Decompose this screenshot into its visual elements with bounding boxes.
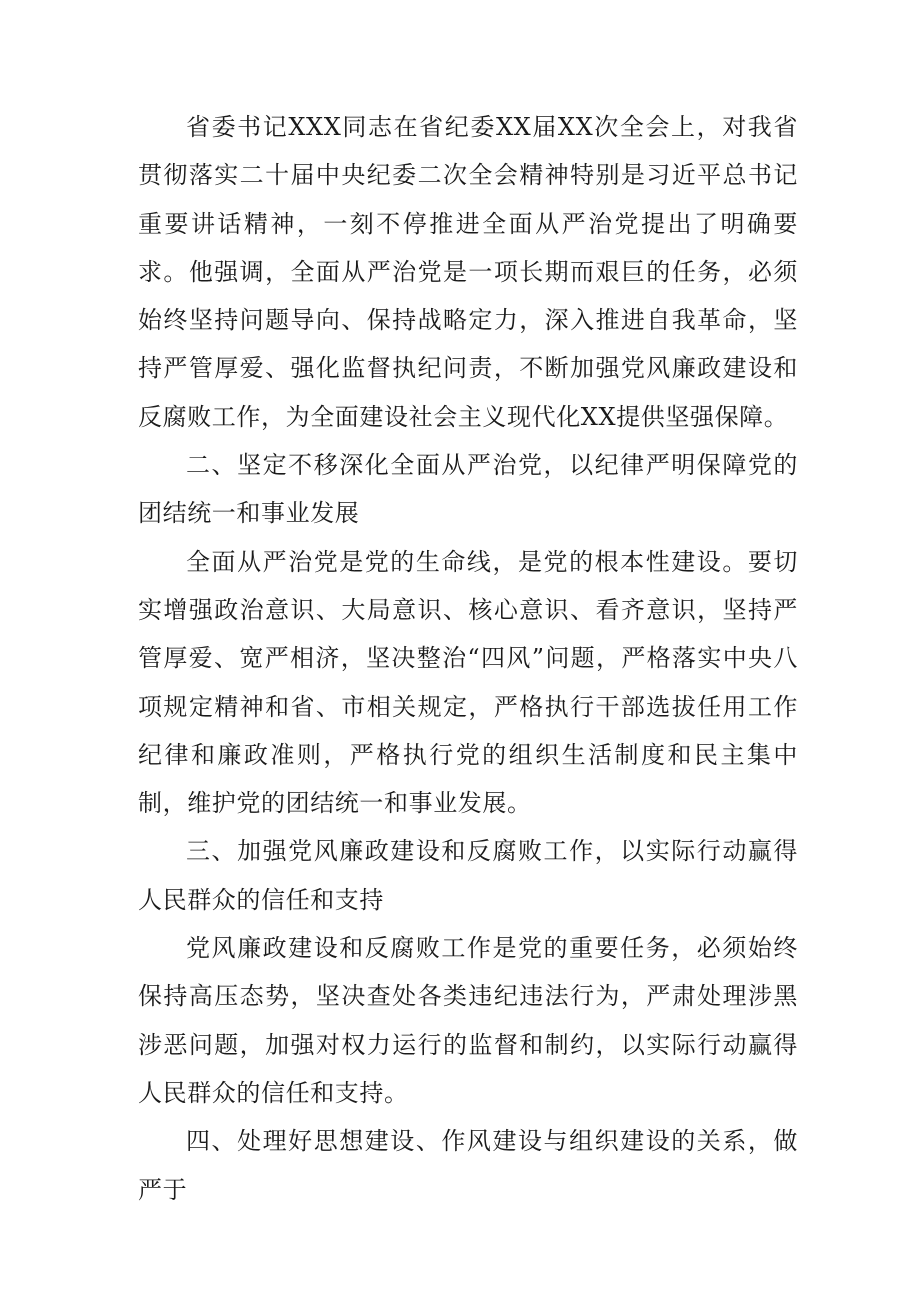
paragraph-intro: 省委书记XXX同志在省纪委XX届XX次全会上，对我省贯彻落实二十届中央纪委二次全会精神特别是习近平总书记重要讲话精神，一刻不停推进全面从严治党提出了明确要求。他强调，全面从严治党是一项长期而艰巨的任务，必须始终坚持问题导向、保持战略定力，深入推进自我革命，坚持严管厚爱、强化监督执纪问责，不断加强党风廉政建设和反腐败工作，为全面建设社会主义现代化XX提供坚强保障。 (138, 113, 798, 431)
paragraph-section-2: 全面从严治党是党的生命线，是党的根本性建设。要切实增强政治意识、大局意识、核心意识、看齐意识，坚持严管厚爱、宽严相济，坚决整治“四风”问题，严格落实中央八项规定精神和省、市相关规定，严格执行干部选拔任用工作纪律和廉政准则，严格执行党的组织生活制度和民主集中制，维护党的团结统一和事业发展。 (138, 547, 798, 818)
section-heading-2: 二、坚定不移深化全面从严治党，以纪律严明保障党的团结统一和事业发展 (138, 451, 798, 528)
paragraph-section-3: 党风廉政建设和反腐败工作是党的重要任务，必须始终保持高压态势，坚决查处各类违纪违法行为，严肃处理涉黑涉恶问题，加强对权力运行的监督和制约，以实际行动赢得人民群众的信任和支持。 (138, 934, 798, 1107)
section-heading-4: 四、处理好思想建设、作风建设与组织建设的关系，做严于 (138, 1127, 798, 1204)
section-heading-3: 三、加强党风廉政建设和反腐败工作，以实际行动赢得人民群众的信任和支持 (138, 837, 798, 914)
document-body (138, 103, 798, 1214)
